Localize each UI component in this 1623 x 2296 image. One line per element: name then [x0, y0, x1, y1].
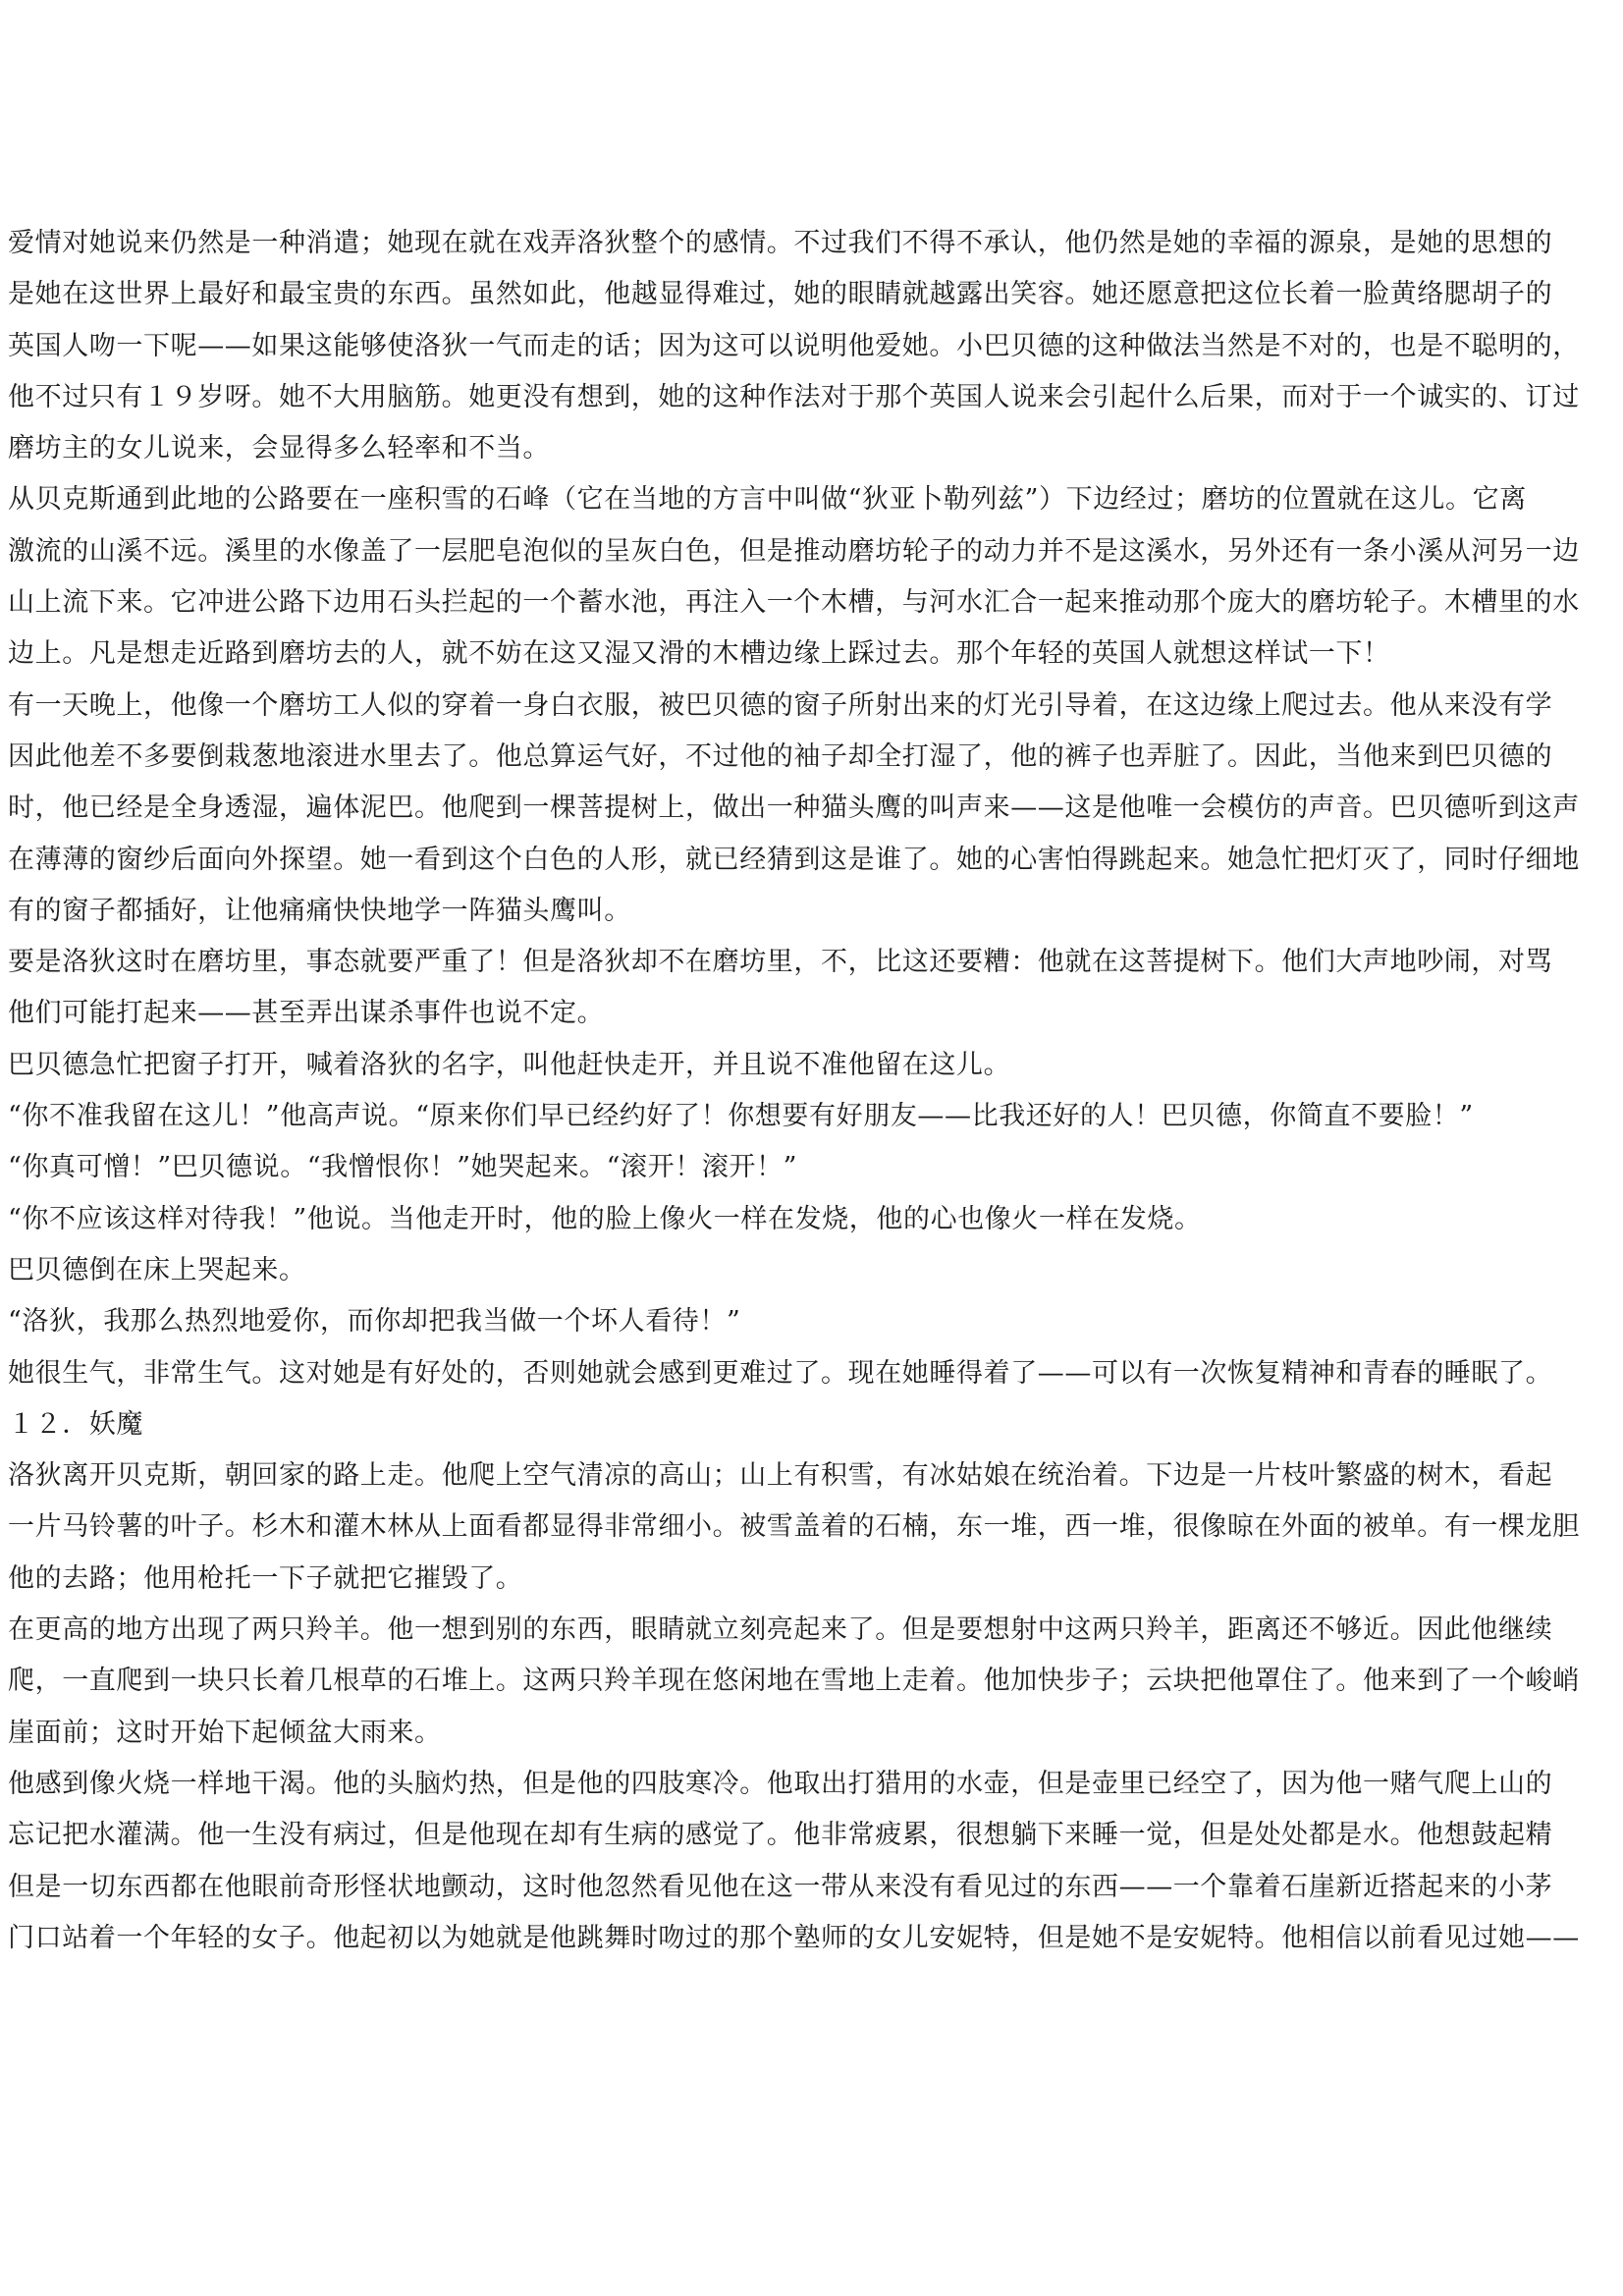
- text-line: 他不过只有１９岁呀。她不大用脑筋。她更没有想到，她的这种作法对于那个英国人说来会引起什么后果，而对于一个诚实的、订过: [8, 381, 1580, 412]
- text-line: 在更高的地方出现了两只羚羊。他一想到别的东西，眼睛就立刻亮起来了。但是要想射中这两只羚羊，距离还不够近。因此他继续: [8, 1614, 1553, 1646]
- text-line: 磨坊主的女儿说来，会显得多么轻率和不当。: [8, 433, 550, 465]
- text-line: “你真可憎！”巴贝德说。“我憎恨你！”她哭起来。“滚开！滚开！”: [8, 1152, 798, 1183]
- text-line: 爬，一直爬到一块只长着几根草的石堆上。这两只羚羊现在悠闲地在雪地上走着。他加快步子；云块把他罩住了。他来到了一个峻峭: [8, 1666, 1580, 1697]
- text-line: 她很生气，非常生气。这对她是有好处的，否则她就会感到更难过了。现在她睡得着了——可以有一次恢复精神和青春的睡眠了。: [8, 1357, 1553, 1389]
- text-line: 从贝克斯通到此地的公路要在一座积雪的石峰（它在当地的方言中叫做“狄亚卜勒列兹”）下边经过；磨坊的位置就在这儿。它离: [8, 484, 1527, 516]
- text-line: 边上。凡是想走近路到磨坊去的人，就不妨在这又湿又滑的木槽边缘上踩过去。那个年轻的英国人就想这样试一下！: [8, 638, 1390, 670]
- text-line: 门口站着一个年轻的女子。他起初以为她就是他跳舞时吻过的那个塾师的女儿安妮特，但是她不是安妮特。他相信以前看见过她——: [8, 1922, 1580, 1953]
- text-line: 要是洛狄这时在磨坊里，事态就要严重了！但是洛狄却不在磨坊里，不，比这还要糟：他就在这菩提树下。他们大声地吵闹，对骂: [8, 947, 1553, 978]
- text-line: 崖面前；这时开始下起倾盆大雨来。: [8, 1717, 442, 1748]
- text-line: 忘记把水灌满。他一生没有病过，但是他现在却有生病的感觉了。他非常疲累，很想躺下来睡一觉，但是处处都是水。他想鼓起精: [8, 1820, 1553, 1851]
- text-line: 有的窗子都插好，让他痛痛快快地学一阵猫头鹰叫。: [8, 895, 631, 926]
- text-line: 英国人吻一下呢——如果这能够使洛狄一气而走的话；因为这可以说明他爱她。小巴贝德的这种做法当然是不对的，也是不聪明的，: [8, 330, 1580, 361]
- chapter-heading: １２．妖魔: [8, 1408, 143, 1440]
- text-line: 激流的山溪不远。溪里的水像盖了一层肥皂泡似的呈灰白色，但是推动磨坊轮子的动力并不是这溪水，另外还有一条小溪从河另一边: [8, 535, 1580, 567]
- text-line: “你不应该这样对待我！”他说。当他走开时，他的脸上像火一样在发烧，他的心也像火一样在发烧。: [8, 1203, 1202, 1234]
- text-line: 一片马铃薯的叶子。杉木和灌木林从上面看都显得非常细小。被雪盖着的石楠，东一堆，西一堆，很像晾在外面的被单。有一棵龙胆: [8, 1511, 1580, 1543]
- text-line: 因此他差不多要倒栽葱地滚进水里去了。他总算运气好，不过他的袖子却全打湿了，他的裤子也弄脏了。因此，当他来到巴贝德的: [8, 740, 1553, 772]
- text-line: “你不准我留在这儿！”他高声说。“原来你们早已经约好了！你想要有好朋友——比我还好的人！巴贝德，你简直不要脸！”: [8, 1101, 1474, 1132]
- text-line: 有一天晚上，他像一个磨坊工人似的穿着一身白衣服，被巴贝德的窗子所射出来的灯光引导着，在这边缘上爬过去。他从来没有学: [8, 689, 1553, 721]
- text-line: 是她在这世界上最好和最宝贵的东西。虽然如此，他越显得难过，她的眼睛就越露出笑容。她还愿意把这位长着一脸黄络腮胡子的: [8, 279, 1553, 310]
- text-line: 巴贝德急忙把窗子打开，喊着洛狄的名字，叫他赶快走开，并且说不准他留在这儿。: [8, 1049, 1011, 1080]
- text-line: 他们可能打起来——甚至弄出谋杀事件也说不定。: [8, 998, 605, 1029]
- text-line: 他的去路；他用枪托一下子就把它摧毁了。: [8, 1562, 523, 1594]
- text-line: “洛狄，我那么热烈地爱你，而你却把我当做一个坏人看待！”: [8, 1306, 741, 1338]
- text-line: 山上流下来。它冲进公路下边用石头拦起的一个蓄水池，再注入一个木槽，与河水汇合一起来推动那个庞大的磨坊轮子。木槽里的水: [8, 587, 1580, 619]
- text-line: 巴贝德倒在床上哭起来。: [8, 1254, 306, 1285]
- text-line: 时，他已经是全身透湿，遍体泥巴。他爬到一棵菩提树上，做出一种猫头鹰的叫声来——这是他唯一会模仿的声音。巴贝德听到这声: [8, 793, 1580, 824]
- text-line: 洛狄离开贝克斯，朝回家的路上走。他爬上空气清凉的高山；山上有积雪，有冰姑娘在统治着。下边是一片枝叶繁盛的树木，看起: [8, 1460, 1553, 1492]
- text-line: 在薄薄的窗纱后面向外探望。她一看到这个白色的人形，就已经猜到这是谁了。她的心害怕得跳起来。她急忙把灯灭了，同时仔细地: [8, 844, 1580, 875]
- text-line: 他感到像火烧一样地干渴。他的头脑灼热，但是他的四肢寒冷。他取出打猎用的水壶，但是壶里已经空了，因为他一赌气爬上山的: [8, 1768, 1553, 1799]
- text-line: 爱情对她说来仍然是一种消遣；她现在就在戏弄洛狄整个的感情。不过我们不得不承认，他仍然是她的幸福的源泉，是她的思想的: [8, 228, 1553, 258]
- text-line: 但是一切东西都在他眼前奇形怪状地颤动，这时他忽然看见他在这一带从来没有看见过的东西——一个靠着石崖新近搭起来的小茅: [8, 1871, 1553, 1902]
- body-text: [0, 218, 1623, 1964]
